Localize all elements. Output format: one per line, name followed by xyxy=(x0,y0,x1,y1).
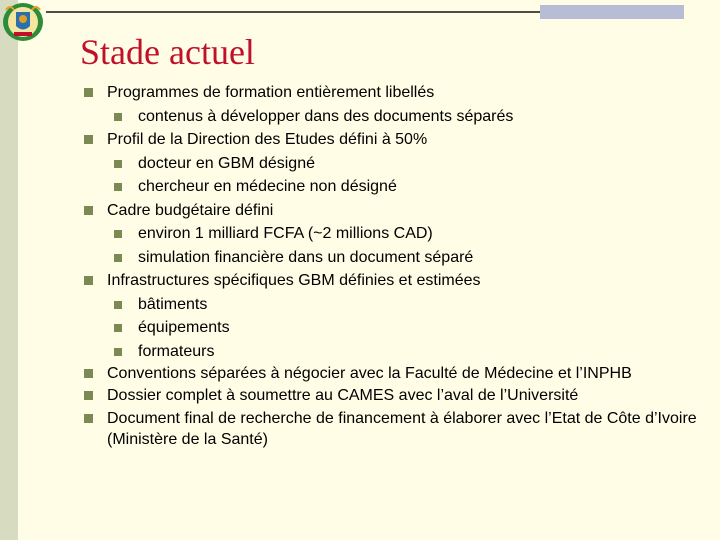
square-bullet-icon xyxy=(114,183,122,191)
bullet-item: Cadre budgétaire défini xyxy=(80,199,700,223)
bullet-item: formateurs xyxy=(80,340,700,364)
coat-of-arms-icon xyxy=(0,0,46,42)
top-accent-box xyxy=(540,5,684,19)
square-bullet-icon xyxy=(84,135,93,144)
bullet-item: Dossier complet à soumettre au CAMES avec l’aval de l’Université xyxy=(80,384,700,408)
bullet-item: bâtiments xyxy=(80,293,700,317)
square-bullet-icon xyxy=(114,254,122,262)
square-bullet-icon xyxy=(84,391,93,400)
square-bullet-icon xyxy=(84,276,93,285)
left-band xyxy=(0,0,18,540)
bullet-item: environ 1 milliard FCFA (~2 millions CAD) xyxy=(80,222,700,246)
bullet-item: chercheur en médecine non désigné xyxy=(80,175,700,199)
square-bullet-icon xyxy=(84,369,93,378)
bullet-item: Conventions séparées à négocier avec la Faculté de Médecine et l’INPHB xyxy=(80,363,700,384)
bullet-item: contenus à développer dans des documents séparés xyxy=(80,105,700,129)
bullet-item: Programmes de formation entièrement libellés xyxy=(80,81,700,105)
bullet-item: Profil de la Direction des Etudes défini à 50% xyxy=(80,128,700,152)
square-bullet-icon xyxy=(114,160,122,168)
bullet-item: Document final de recherche de financement à élaborer avec l’Etat de Côte d’Ivoire (Ministère de la Santé) xyxy=(80,408,700,450)
square-bullet-icon xyxy=(114,324,122,332)
square-bullet-icon xyxy=(114,113,122,121)
square-bullet-icon xyxy=(114,348,122,356)
bullet-item: équipements xyxy=(80,316,700,340)
square-bullet-icon xyxy=(84,88,93,97)
bullet-item: docteur en GBM désigné xyxy=(80,152,700,176)
bullet-list xyxy=(80,81,700,450)
bullet-item: Infrastructures spécifiques GBM définies et estimées xyxy=(80,269,700,293)
square-bullet-icon xyxy=(84,206,93,215)
square-bullet-icon xyxy=(114,230,122,238)
square-bullet-icon xyxy=(114,301,122,309)
slide-title: Stade actuel xyxy=(80,32,255,72)
bullet-item: simulation financière dans un document séparé xyxy=(80,246,700,270)
square-bullet-icon xyxy=(84,414,93,423)
